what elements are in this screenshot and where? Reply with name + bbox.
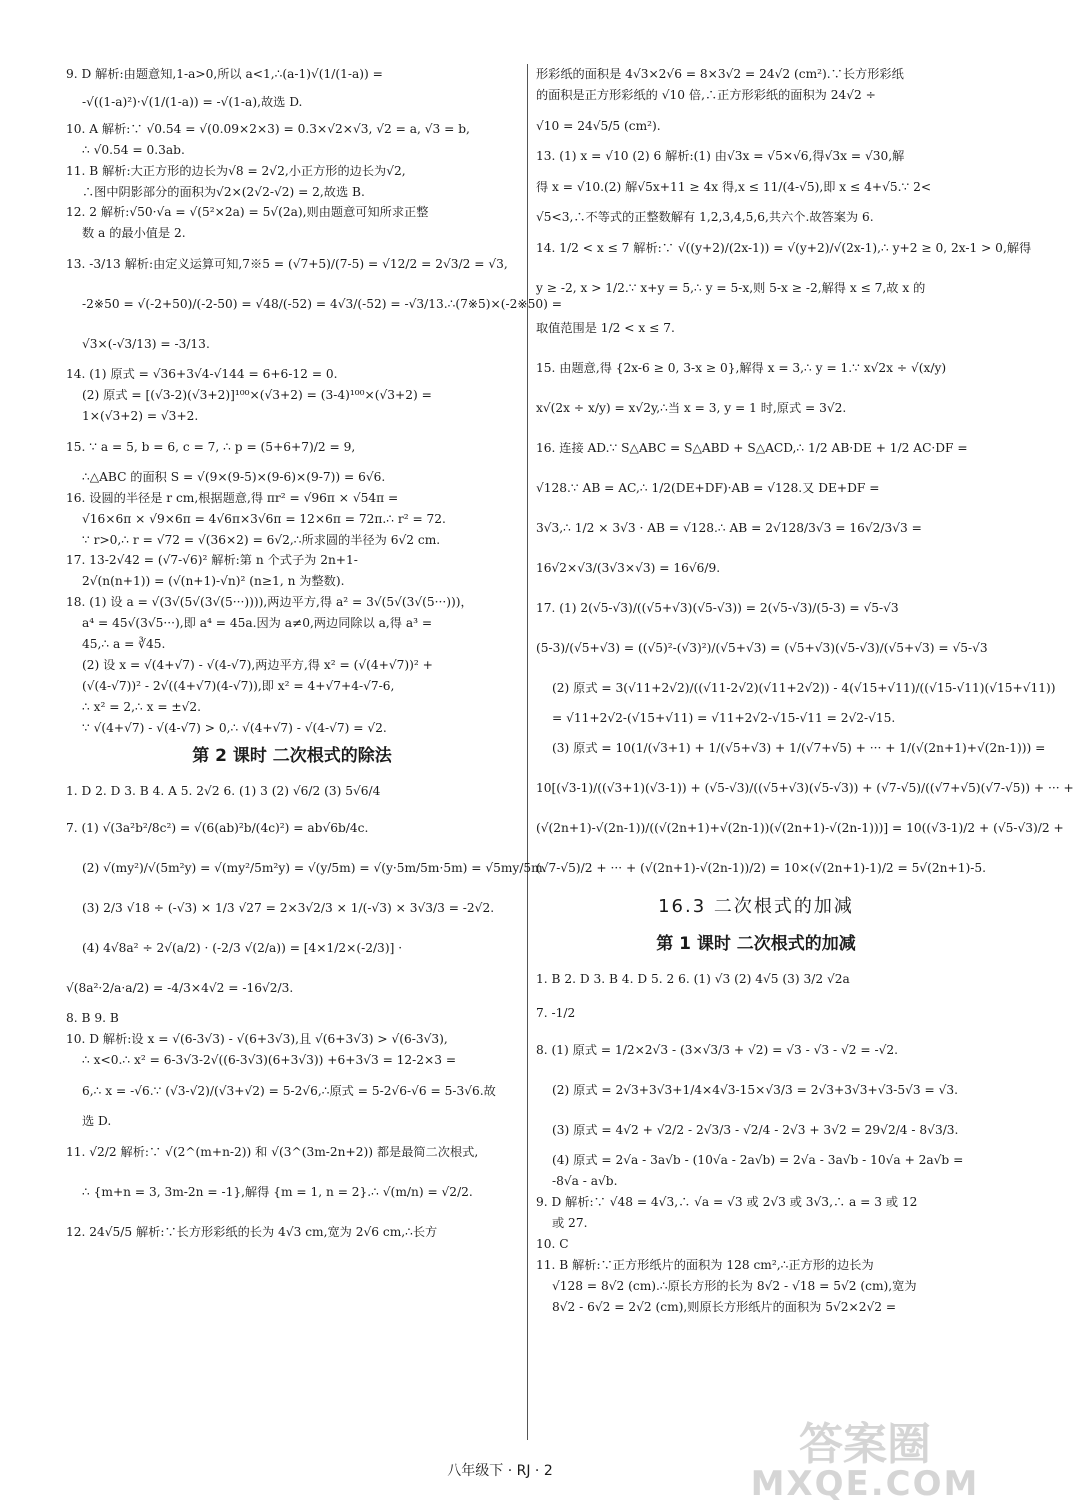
right-column-line: (5-3)/(√5+√3) = ((√5)²-(√3)²)/(√5+√3) = (√5+√3)(√5-√3)/(√5+√3) = √5-√3: [536, 640, 988, 655]
right-column-line: 8. (1) 原式 = 1/2×2√3 - (3×√3/3 + √2) = √3 - √3 - √2 = -√2.: [536, 1043, 899, 1058]
left-column-line: (2) 设 x = √(4+√7) - √(4-√7),两边平方,得 x² = (√(4+√7))² +: [82, 657, 433, 672]
watermark-logo: [750, 1408, 980, 1504]
right-column-line: 的面积是正方形彩纸的 √10 倍,∴正方形彩纸的面积为 24√2 ÷: [536, 87, 876, 102]
left-column-line: 15. ∵ a = 5, b = 6, c = 7, ∴ p = (5+6+7)/2 = 9,: [66, 439, 356, 454]
left-column-line: 7. (1) √(3a²b²/8c²) = √(6(ab)²b/(4c)²) = ab√6b/4c.: [66, 821, 369, 836]
right-column-line: (√7-√5)/2 + ··· + (√(2n+1)-√(2n-1))/2) = 10×(√(2n+1)-1)/2 = 5√(2n+1)-5.: [536, 861, 986, 876]
left-column-line: (3) 2/3 √18 ÷ (-√3) × 1/3 √27 = 2×3√2/3 × 1/(-√3) × 3√3/3 = -2√2.: [82, 901, 495, 916]
right-column-line: 7. -1/2: [536, 1006, 576, 1021]
left-column-line: 17. 13-2√42 = (√7-√6)² 解析:第 n 个式子为 2n+1-: [66, 553, 358, 568]
left-column-line: 选 D.: [82, 1114, 112, 1129]
right-column-line: 1. B 2. D 3. B 4. D 5. 2 6. (1) √3 (2) 4√5 (3) 3/2 √2a: [536, 972, 850, 987]
left-column-line: 14. (1) 原式 = √36+3√4-√144 = 6+6-12 = 0.: [66, 367, 338, 382]
left-column-line: (√(4-√7))² - 2√((4+√7)(4-√7)),即 x² = 4+√7+4-√7-6,: [82, 678, 395, 693]
left-column-line: ∴图中阴影部分的面积为√2×(2√2-√2) = 2,故选 B.: [82, 184, 365, 199]
right-column-line: 形彩纸的面积是 4√3×2√6 = 8×3√2 = 24√2 (cm²).∵长方形彩纸: [536, 67, 904, 81]
left-column-line: ∴ {m+n = 3, 3m-2n = -1},解得 {m = 1, n = 2}.∴ √(m/n) = √2/2.: [82, 1185, 473, 1200]
left-column-line: (4) 4√8a² ÷ 2√(a/2) · (-2/3 √(2/a)) = [4×1/2×(-2/3)] ·: [82, 941, 403, 956]
left-column-line: 16. 设圆的半径是 r cm,根据题意,得 πr² = √96π × √54π =: [66, 490, 399, 505]
right-column-line: 16√2×√3/(3√3×√3) = 16√6/9.: [536, 560, 721, 575]
left-column-line: 10. D 解析:设 x = √(6-3√3) - √(6+3√3),且 √(6+3√3) > √(6-3√3),: [66, 1032, 448, 1047]
right-column-line: 得 x = √10.(2) 解√5x+11 ≥ 4x 得,x ≤ 11/(4-√5),即 x ≤ 4+√5.∵ 2<: [536, 179, 932, 194]
left-column-line: 8. B 9. B: [66, 1011, 119, 1026]
left-column-line: a⁴ = 45√(3√5···),即 a⁴ = 45a.因为 a≠0,两边同除以 a,得 a³ =: [82, 616, 433, 631]
left-column-line: 11. √2/2 解析:∵ √(2^(m+n-2)) 和 √(3^(3m-2n+2)) 都是最简二次根式,: [66, 1145, 479, 1160]
left-column-line: ∵ r>0,∴ r = √72 = √(36×2) = 6√2,∴所求圆的半径为 6√2 cm.: [82, 532, 441, 547]
left-column-line: ∴ x<0.∴ x² = 6-3√3-2√((6-3√3)(6+3√3)) +6+3√3 = 12-2×3 =: [82, 1053, 457, 1068]
left-column-line: 1. D 2. D 3. B 4. A 5. 2√2 6. (1) 3 (2) √6/2 (3) 5√6/4: [66, 784, 381, 799]
right-column-line: (2) 原式 = 2√3+3√3+1/4×4√3-15×√3/3 = 2√3+3√3+√3-5√3 = √3.: [552, 1083, 958, 1098]
right-column-line: 10[(√3-1)/((√3+1)(√3-1)) + (√5-√3)/((√5+√3)(√5-√3)) + (√7-√5)/((√7+√5)(√7-√5)) + ··· +: [536, 781, 1074, 796]
right-column-line: (4) 原式 = 2√a - 3a√b - (10√a - 2a√b) = 2√a - 3a√b - 10√a + 2a√b =: [552, 1153, 964, 1168]
right-column-line: x√(2x ÷ x/y) = x√2y,∴当 x = 3, y = 1 时,原式 = 3√2.: [536, 400, 847, 415]
left-column-line: 12. 24√5/5 解析:∵长方形彩纸的长为 4√3 cm,宽为 2√6 cm,∴长方: [66, 1225, 438, 1240]
left-column-line: (2) 原式 = [(√3-2)(√3+2)]¹⁰⁰×(√3+2) = (3-4)¹⁰⁰×(√3+2) =: [82, 388, 432, 403]
left-column-line: √(8a²·2/a·a/2) = -4/3×4√2 = -16√2/3.: [66, 981, 294, 996]
right-column-line: (3) 原式 = 10(1/(√3+1) + 1/(√5+√3) + 1/(√7+√5) + ··· + 1/(√(2n+1)+√(2n-1))) =: [552, 741, 1046, 756]
right-column-line: 14. 1/2 < x ≤ 7 解析:∵ √((y+2)/(2x-1)) = √(y+2)/√(2x-1),∴ y+2 ≥ 0, 2x-1 > 0,解得: [536, 240, 1032, 255]
right-column-line: 11. B 解析:∵正方形纸片的面积为 128 cm²,∴正方形的边长为: [536, 1257, 874, 1272]
left-column-line: 45,∴ a = ∛45.: [82, 637, 166, 652]
left-column-line: √16×6π × √9×6π = 4√6π×3√6π = 12×6π = 72π.∴ r² = 72.: [82, 511, 446, 526]
page-footer: 八年级下 · RJ · 2: [447, 1463, 553, 1479]
right-column: [536, 64, 1074, 1442]
watermark-top-text: 答案圈: [799, 1419, 931, 1470]
left-column-line: -√((1-a)²)·√(1/(1-a)) = -√(1-a),故选 D.: [82, 94, 303, 109]
right-column-line: 取值范围是 1/2 < x ≤ 7.: [536, 320, 675, 335]
left-column-line: 9. D 解析:由题意知,1-a>0,所以 a<1,∴(a-1)√(1/(1-a)) =: [66, 67, 383, 81]
column-divider: [527, 64, 528, 1440]
right-column-line: √5<3,∴不等式的正整数解有 1,2,3,4,5,6,共六个.故答案为 6.: [536, 209, 874, 224]
watermark-bottom-text: MXQE.COM: [750, 1464, 980, 1504]
left-column-line: 6,∴ x = -√6.∵ (√3-√2)/(√3+√2) = 5-2√6,∴原式 = 5-2√6-√6 = 5-3√6.故: [82, 1084, 496, 1099]
right-column-line: 或 27.: [552, 1216, 588, 1231]
right-column-line: (3) 原式 = 4√2 + √2/2 - 2√3/3 - √2/4 - 2√3 + 3√2 = 29√2/4 - 8√3/3.: [552, 1123, 959, 1138]
right-column-line: y ≥ -2, x > 1/2.∵ x+y = 5,∴ y = 5-x,则 5-x ≥ -2,解得 x ≤ 7,故 x 的: [536, 280, 926, 295]
right-column-line: -8√a - a√b.: [552, 1174, 618, 1189]
left-column-line: √3×(-√3/13) = -3/13.: [82, 337, 210, 352]
right-column-line: √128 = 8√2 (cm).∴原长方形的长为 8√2 - √18 = 5√2 (cm),宽为: [552, 1278, 917, 1293]
left-column-line: ∵ √(4+√7) - √(4-√7) > 0,∴ √(4+√7) - √(4-√7) = √2.: [82, 720, 387, 735]
right-column-line: √128.∵ AB = AC,∴ 1/2(DE+DF)·AB = √128.又 DE+DF =: [536, 480, 880, 495]
right-column-line: = √11+2√2-(√15+√11) = √11+2√2-√15-√11 = 2√2-√15.: [552, 710, 896, 725]
right-column-line: 16. 连接 AD.∵ S△ABC = S△ABD + S△ACD,∴ 1/2 AB·DE + 1/2 AC·DF =: [536, 440, 968, 455]
left-column-line: 第 2 课时 二次根式的除法: [192, 746, 392, 767]
left-column-line: 12. 2 解析:√50·√a = √(5²×2a) = 5√(2a),则由题意可知所求正整: [66, 205, 429, 220]
right-column-line: 15. 由题意,得 {2x-6 ≥ 0, 3-x ≥ 0},解得 x = 3,∴ y = 1.∵ x√2x ÷ √(x/y): [536, 360, 947, 375]
right-column-line: 17. (1) 2(√5-√3)/((√5+√3)(√5-√3)) = 2(√5-√3)/(5-3) = √5-√3: [536, 600, 899, 615]
right-column-line: 3√3,∴ 1/2 × 3√3 · AB = √128.∴ AB = 2√128/3√3 = 16√2/3√3 =: [536, 520, 922, 535]
left-column-line: 13. -3/13 解析:由定义运算可知,7※5 = (√7+5)/(7-5) = √12/2 = 2√3/2 = √3,: [66, 257, 508, 272]
right-column-line: 13. (1) x = √10 (2) 6 解析:(1) 由√3x = √5×√6,得√3x = √30,解: [536, 148, 905, 163]
left-column-line: 11. B 解析:大正方形的边长为√8 = 2√2,小正方形的边长为√2,: [66, 163, 406, 178]
left-column-line: ∴△ABC 的面积 S = √(9×(9-5)×(9-6)×(9-7)) = 6√6.: [82, 469, 386, 484]
right-column-line: (2) 原式 = 3(√11+2√2)/((√11-2√2)(√11+2√2)) - 4(√15+√11)/((√15-√11)(√15+√11)): [552, 680, 1056, 695]
left-column-line: (2) √(my²)/√(5m²y) = √(my²/5m²y) = √(y/5m) = √(y·5m/5m·5m) = √5my/5m.: [82, 861, 547, 876]
right-column-line: 8√2 - 6√2 = 2√2 (cm),则原长方形纸片的面积为 5√2×2√2 =: [552, 1299, 897, 1314]
right-column-line: √10 = 24√5/5 (cm²).: [536, 118, 661, 133]
right-column-line: 第 1 课时 二次根式的加减: [656, 934, 856, 955]
right-column-line: 10. C: [536, 1237, 569, 1252]
left-column-line: 数 a 的最小值是 2.: [82, 226, 186, 241]
left-column-line: ∴ x² = 2,∴ x = ±√2.: [82, 699, 202, 714]
right-column-line: (√(2n+1)-√(2n-1))/((√(2n+1)+√(2n-1))(√(2n+1)-√(2n-1)))] = 10((√3-1)/2 + (√5-√3)/2 +: [536, 821, 1064, 836]
left-column-line: 18. (1) 设 a = √(3√(5√(3√(5···)))),两边平方,得 a² = 3√(5√(3√(5···)))，: [66, 595, 473, 610]
left-column-line: 10. A 解析:∵ √0.54 = √(0.09×2×3) = 0.3×√2×√3, √2 = a, √3 = b,: [66, 121, 470, 136]
left-column-line: 1×(√3+2) = √3+2.: [82, 409, 199, 424]
left-column-line: -2※50 = √(-2+50)/(-2-50) = √48/(-52) = 4√3/(-52) = -√3/13.∴(7※5)×(-2※50) =: [82, 297, 562, 312]
left-column-line: 2√(n(n+1)) = (√(n+1)-√n)² (n≥1, n 为整数).: [82, 574, 345, 589]
right-column-line: 16.3 二次根式的加减: [658, 896, 854, 918]
right-column-line: 9. D 解析:∵ √48 = 4√3,∴ √a = √3 或 2√3 或 3√3,∴ a = 3 或 12: [536, 1195, 918, 1210]
left-column-line: ∴ √0.54 = 0.3ab.: [82, 142, 185, 157]
